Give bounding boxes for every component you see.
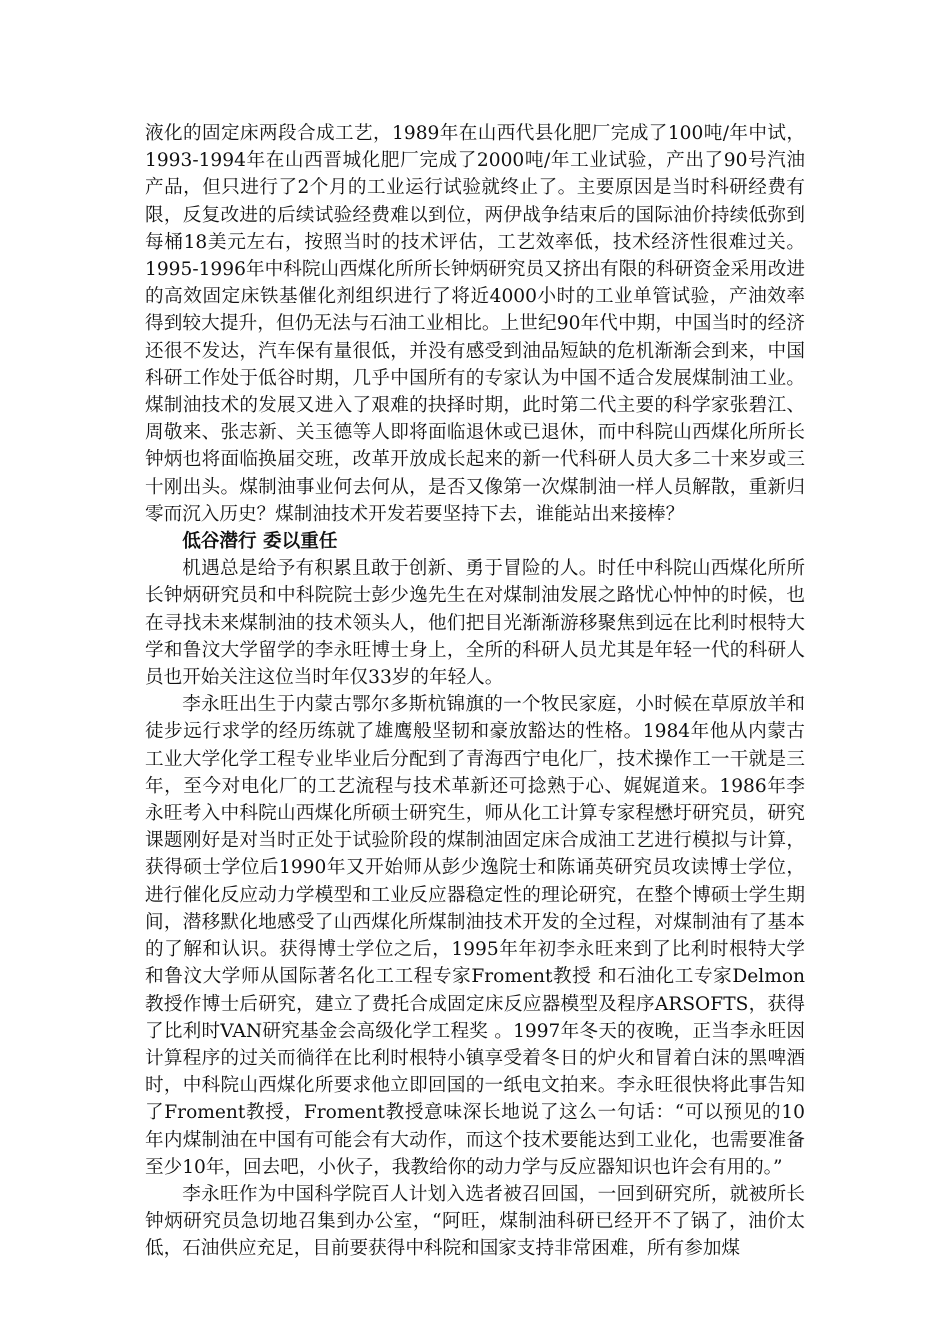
paragraph-2: 机遇总是给予有积累且敢于创新、勇于冒险的人。时任中科院山西煤化所所长钟炳研究员和中科院院士彭少逸先生在对煤制油发展之路忧心忡忡的时候，也在寻找未来煤制油的技术领头人，他们把目光渐渐游移聚焦到远在比利时根特大学和鲁汶大学留学的李永旺博士身上，全所的科研人员尤其是年轻一代的科研人员也开始关注这位当时年仅33岁的年轻人。 — [145, 558, 805, 689]
section-heading: 低谷潜行 委以重任 — [182, 531, 338, 553]
paragraph-4: 李永旺作为中国科学院百人计划入选者被召回国，一回到研究所，就被所长钟炳研究员急切地召集到办公室，“阿旺，煤制油科研已经开不了锅了，油价太低，石油供应充足，目前要获得中科院和国家支持非常困难，所有参加煤 — [145, 1183, 805, 1260]
paragraph-1: 液化的固定床两段合成工艺，1989年在山西代县化肥厂完成了100吨/年中试，1993-1994年在山西晋城化肥厂完成了2000吨/年工业试验，产出了90号汽油产品，但只进行了2个月的工业运行试验就终止了。主要原因是当时科研经费有限，反复改进的后续试验经费难以到位，两伊战争结束后的国际油价持续低弥到每桶18美元左右，按照当时的技术评估，工艺效率低，技术经济性很难过关。1995-1996年中科院山西煤化所所长钟炳研究员又挤出有限的科研资金采用改进的高效固定床铁基催化剂组织进行了将近4000小时的工业单管试验，产油效率得到较大提升，但仍无法与石油工业相比。上世纪90年代中期，中国当时的经济还很不发达，汽车保有量很低，并没有感受到油品短缺的危机渐渐会到来，中国科研工作处于低谷时期，几乎中国所有的专家认为中国不适合发展煤制油工业。煤制油技术的发展又进入了艰难的抉择时期，此时第二代主要的科学家张碧江、周敬来、张志新、关玉德等人即将面临退休或已退休，而中科院山西煤化所所长钟炳也将面临换届交班，改革开放成长起来的新一代科研人员大多二十来岁或三十刚出头。煤制油事业何去何从，是否又像第一次煤制油一样人员解散，重新归零而沉入历史？煤制油技术开发若要坚持下去，谁能站出来接棒？ — [145, 123, 805, 525]
document-page — [145, 120, 805, 1263]
paragraph-3: 李永旺出生于内蒙古鄂尔多斯杭锦旗的一个牧民家庭，小时候在草原放羊和徒步远行求学的经历练就了雄鹰般坚韧和豪放豁达的性格。1984年他从内蒙古工业大学化学工程专业毕业后分配到了青海西宁电化厂，技术操作工一干就是三年，至今对电化厂的工艺流程与技术革新还可捻熟于心、娓娓道来。1986年李永旺考入中科院山西煤化所硕士研究生，师从化工计算专家程懋圩研究员，研究课题刚好是对当时正处于试验阶段的煤制油固定床合成油工艺进行模拟与计算，获得硕士学位后1990年又开始师从彭少逸院士和陈诵英研究员攻读博士学位，进行催化反应动力学模型和工业反应器稳定性的理论研究，在整个博硕士学生期间，潜移默化地感受了山西煤化所煤制油技术开发的全过程，对煤制油有了基本的了解和认识。获得博士学位之后，1995年年初李永旺来到了比利时根特大学和鲁汶大学师从国际著名化工工程专家Froment教授 和石油化工专家Delmon教授作博士后研究，建立了费托合成固定床反应器模型及程序ARSOFTS，获得了比利时VAN研究基金会高级化学工程奖 。1997年冬天的夜晚，正当李永旺因计算程序的过关而徜徉在比利时根特小镇享受着冬日的炉火和冒着白沫的黑啤酒时，中科院山西煤化所要求他立即回国的一纸电文拍来。李永旺很快将此事告知了Froment教授，Froment教授意味深长地说了这么一句话：“可以预见的10年内煤制油在中国有可能会有大动作，而这个技术要能达到工业化，也需要准备至少10年，回去吧，小伙子，我教给你的动力学与反应器知识也许会有用的。” — [145, 694, 805, 1178]
